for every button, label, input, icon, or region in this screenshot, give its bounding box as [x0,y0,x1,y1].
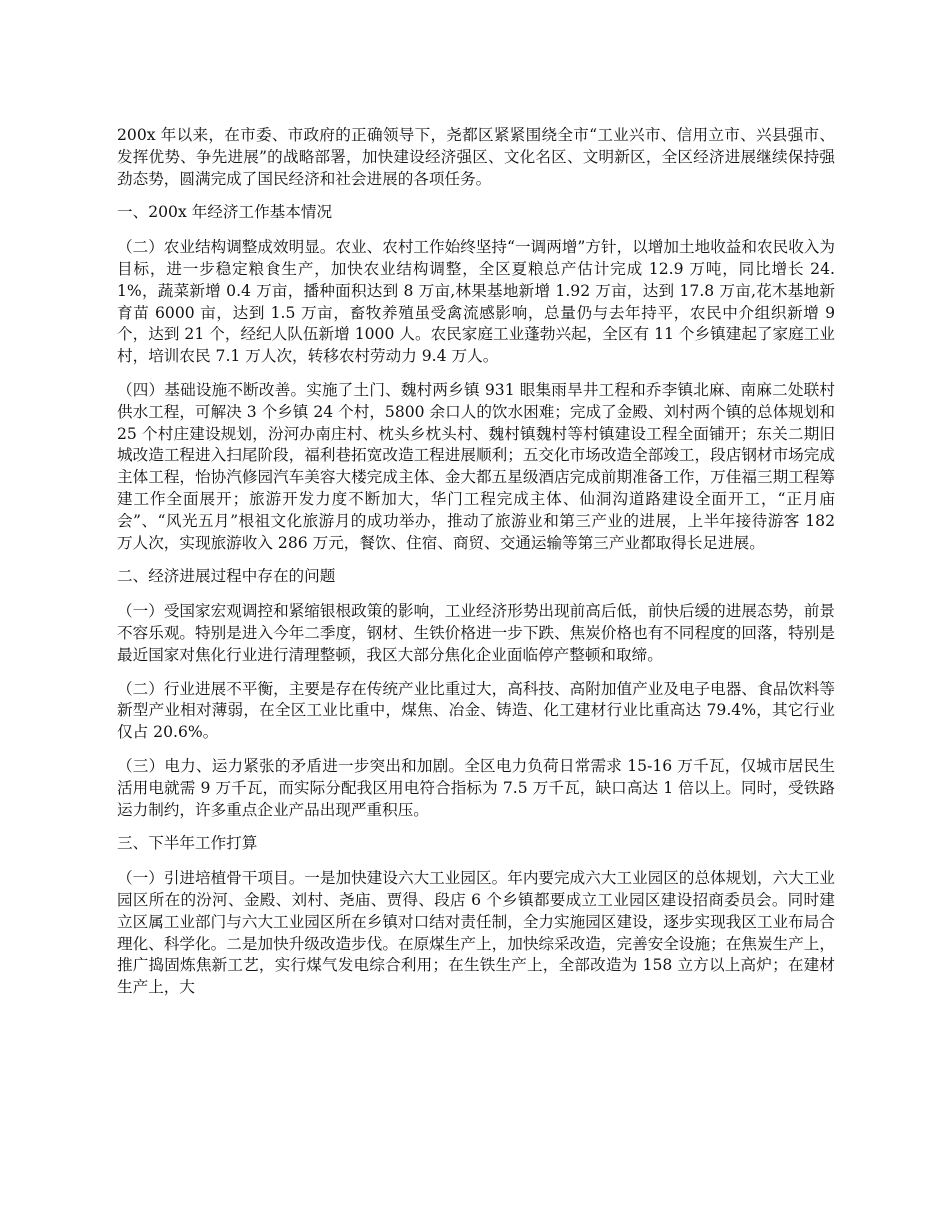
agriculture-paragraph: （二）农业结构调整成效明显。农业、农村工作始终坚持“一调两增”方针，以增加土地收益和农民收入为目标，进一步稳定粮食生产，加快农业结构调整，全区夏粮总产估计完成 12.9 万吨，同比增长 24.1%，蔬菜新增 0.4 万亩，播种面积达到 8 万亩,林果基地新增 1.92 万亩，达到 17.8 万亩,花木基地新育苗 6000 亩，达到 1.5 万亩，畜牧养殖虽受禽流感影响，总量仍与去年持平，农民中介组织新增 9 个，达到 21 个，经纪人队伍新增 1000 人。农民家庭工业蓬勃兴起，全区有 11 个乡镇建起了家庭工业村，培训农民 7.1 万人次，转移农村劳动力 9.4 万人。 [117,238,835,366]
problem-paragraph-2: （二）行业进展不平衡，主要是存在传统产业比重过大，高科技、高附加值产业及电子电器、食品饮料等新型产业相对薄弱，在全区工业比重中，煤焦、冶金、铸造、化工建材行业比重高达 79.4%，其它行业仅占 20.6%。 [117,679,835,742]
plan-paragraph-1: （一）引进培植骨干项目。一是加快建设六大工业园区。年内要完成六大工业园区的总体规划，六大工业园区所在的汾河、金殿、刘村、尧庙、贾得、段店 6 个乡镇都要成立工业园区建设招商委员会。同时建立区属工业部门与六大工业园区所在乡镇对口结对责任制，全力实施园区建设，逐步实现我区工业布局合理化、科学化。二是加快升级改造步伐。在原煤生产上，加快综采改造，完善安全设施；在焦炭生产上，推广捣固炼焦新工艺，实行煤气发电综合利用；在生铁生产上，全部改造为 158 立方以上高炉；在建材生产上，大 [117,869,835,997]
section-heading-basic-situation: 一、200x 年经济工作基本情况 [117,203,333,222]
problem-paragraph-3: （三）电力、运力紧张的矛盾进一步突出和加剧。全区电力负荷日常需求 15-16 万千瓦，仅城市居民生活用电就需 9 万千瓦，而实际分配我区用电符合指标为 7.5 万千瓦，缺口高达 1 倍以上。同时，受铁路运力制约，许多重点企业产品出现严重积压。 [117,756,835,819]
document-page [117,125,835,1011]
section-heading-plans: 三、下半年工作打算 [117,834,258,853]
intro-paragraph: 200x 年以来，在市委、市政府的正确领导下，尧都区紧紧围绕全市“工业兴市、信用立市、兴县强市、发挥优势、争先进展”的战略部署，加快建设经济强区、文化名区、文明新区，全区经济进展继续保持强劲态势，圆满完成了国民经济和社会进展的各项任务。 [117,126,835,188]
section-heading-problems: 二、经济进展过程中存在的问题 [117,567,336,586]
infrastructure-paragraph: （四）基础设施不断改善。实施了土门、魏村两乡镇 931 眼集雨旱井工程和乔李镇北麻、南麻二处联村供水工程，可解决 3 个乡镇 24 个村，5800 余口人的饮水困难；完成了金殿、刘村两个镇的总体规划和 25 个村庄建设规划，汾河办南庄村、枕头乡枕头村、魏村镇魏村等村镇建设工程全面铺开；东关二期旧城改造工程进入扫尾阶段，福利巷拓宽改造工程进展顺利；五交化市场改造全部竣工，段店钢材市场完成主体工程，怡协汽修园汽车美容大楼完成主体、金大都五星级酒店完成前期准备工作，万佳福三期工程筹建工作全面展开；旅游开发力度不断加大，华门工程完成主体、仙洞沟道路建设全面开工，“正月庙会”、“风光五月”根祖文化旅游月的成功举办，推动了旅游业和第三产业的进展，上半年接待游客 182 万人次，实现旅游收入 286 万元，餐饮、住宿、商贸、交通运输等第三产业都取得长足进展。 [117,380,835,552]
problem-paragraph-1: （一）受国家宏观调控和紧缩银根政策的影响，工业经济形势出现前高后低，前快后缓的进展态势，前景不容乐观。特别是进入今年二季度，钢材、生铁价格进一步下跌、焦炭价格也有不同程度的回落，特别是最近国家对焦化行业进行清理整顿，我区大部分焦化企业面临停产整顿和取缔。 [117,602,835,664]
